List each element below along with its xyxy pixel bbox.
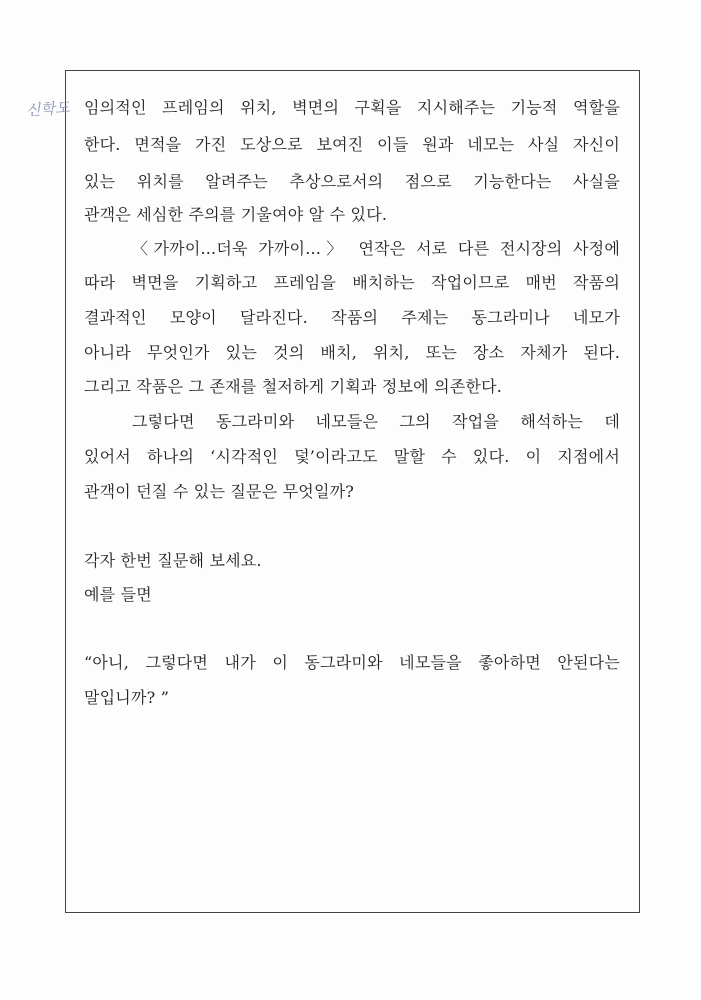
text-line: 관객은 세심한 주의를 기울여야 알 수 있다. <box>84 205 388 224</box>
handwritten-note: 신학도 <box>25 98 71 120</box>
text-line: 〈가까이...더욱 가까이...〉 연작은 서로 다른 전시장의 사정에 <box>132 239 620 258</box>
text-line: 그리고 작품은 그 존재를 철저하게 기획과 정보에 의존한다. <box>84 377 503 396</box>
text-line: 결과적인 모양이 달라진다. 작품의 주제는 동그라미나 네모가 <box>84 308 620 327</box>
text-line: 따라 벽면을 기획하고 프레임을 배치하는 작업이므로 매번 작품의 <box>84 273 620 292</box>
text-line: 그렇다면 동그라미와 네모들은 그의 작업을 해석하는 데 <box>132 412 620 431</box>
prompt-line: 예를 들면 <box>84 585 152 604</box>
text-line: 관객이 던질 수 있는 질문은 무엇일까? <box>84 482 355 501</box>
text-line: 있는 위치를 알려주는 추상으로서의 점으로 기능한다는 사실을 <box>84 172 620 191</box>
text-line: 있어서 하나의 ‘시각적인 덫’이라고도 말할 수 있다. 이 지점에서 <box>84 447 620 466</box>
text-line: 아니라 무엇인가 있는 것의 배치, 위치, 또는 장소 자체가 된다. <box>84 343 620 362</box>
quote-line: “아니, 그렇다면 내가 이 동그라미와 네모들을 좋아하면 안된다는 <box>84 653 620 672</box>
text-line: 임의적인 프레임의 위치, 벽면의 구획을 지시해주는 기능적 역할을 <box>84 98 620 117</box>
prompt-line: 각자 한번 질문해 보세요. <box>84 551 262 570</box>
text-line: 한다. 면적을 가진 도상으로 보여진 이들 원과 네모는 사실 자신이 <box>84 135 620 154</box>
quote-line: 말입니까? ” <box>84 688 170 707</box>
